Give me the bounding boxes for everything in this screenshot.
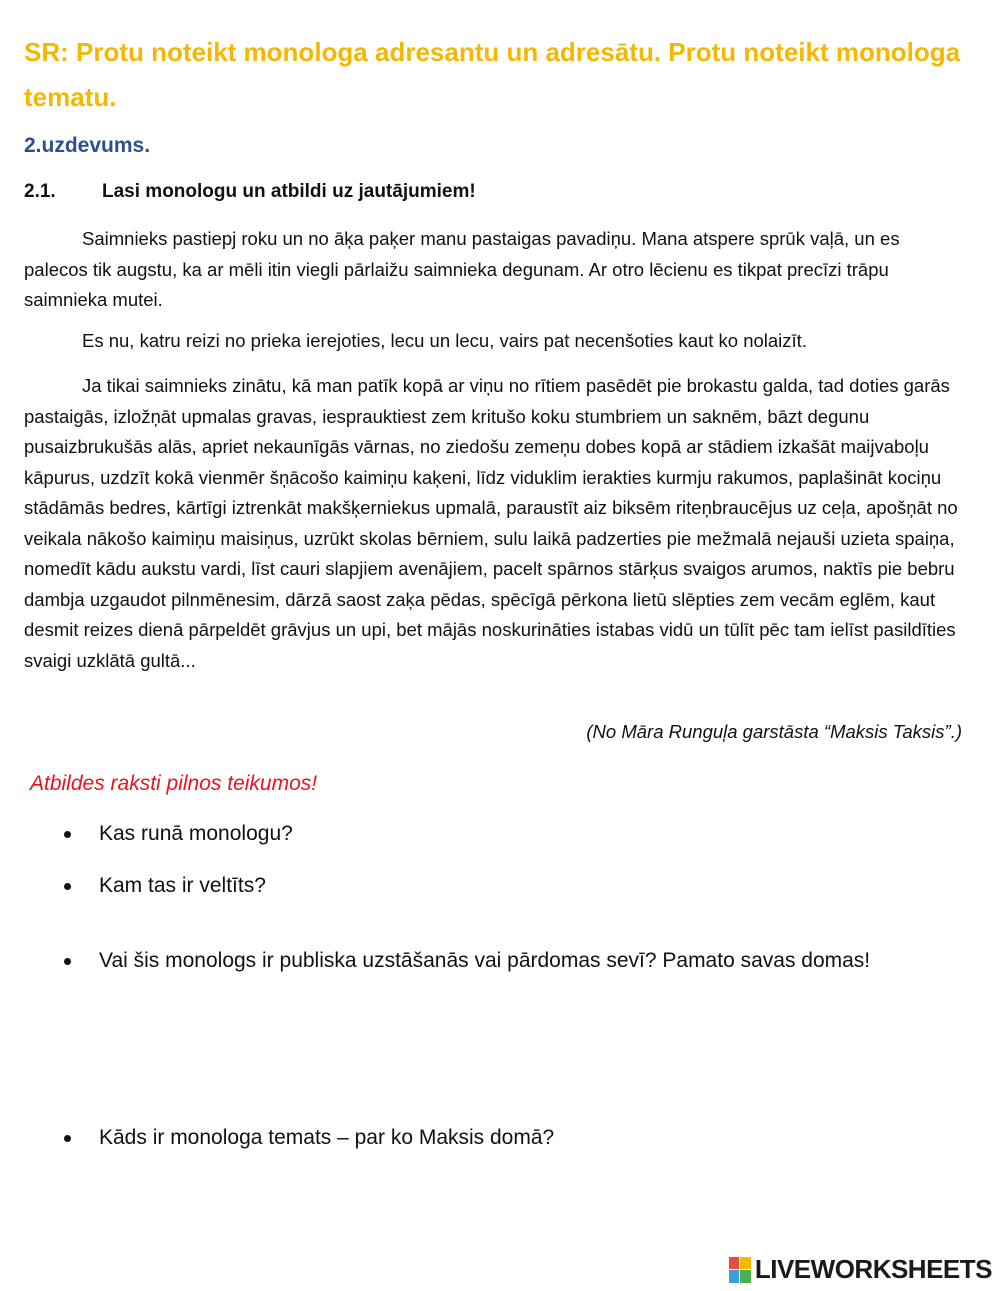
bullet-icon [64, 1135, 71, 1142]
passage-source: (No Māra Runguļa garstāsta “Maksis Taksis”.) [586, 721, 962, 742]
question-item [64, 1126, 554, 1150]
logo-cube-cell [740, 1257, 751, 1270]
task-label: 2.uzdevums. [24, 134, 151, 157]
passage-paragraph-1: Saimnieks pastiepj roku un no āķa paķer manu pastaigas pavadiņu. Mana atspere sprūk vaļā, un es palecos tik augstu, ka ar mēli itin viegli pārlaižu saimnieka degunam. Ar otro lēcienu es tikpat precīzi trāpu saimnieka mutei. [24, 228, 900, 310]
question-item [64, 949, 870, 973]
logo-cube-cell [729, 1270, 740, 1283]
bullet-icon [64, 958, 71, 965]
question-text: Kas runā monologu? [99, 822, 293, 845]
subtask-text: Lasi monologu un atbildi uz jautājumiem! [102, 181, 476, 202]
logo-text: LIVEWORKSHEETS [754, 1254, 992, 1284]
logo-cube-icon [729, 1257, 751, 1283]
answer-instruction: Atbildes raksti pilnos teikumos! [30, 772, 318, 795]
subtask-number: 2.1. [24, 181, 56, 202]
page-title: SR: Protu noteikt monologa adresantu un adresātu. Protu noteikt monologa tematu. [24, 37, 961, 112]
question-text: Kam tas ir veltīts? [99, 874, 266, 897]
question-item [64, 822, 293, 846]
question-text: Vai šis monologs ir publiska uzstāšanās vai pārdomas sevī? Pamato savas domas! [99, 949, 871, 972]
bullet-icon [64, 831, 71, 838]
bullet-icon [64, 883, 71, 890]
passage-paragraph-3: Ja tikai saimnieks zinātu, kā man patīk kopā ar viņu no rītiem pasēdēt pie brokastu galda, tad doties garās pastaigās, izložņāt upmalas gravas, iesprauktiest zem kritušo koku stumbriem un saknēm, bāzt degunu pusaizbrukušās alās, apriet nekaunīgās vārnas, no ziedošu zemeņu dobes kopā ar stādiem izkašāt maijvaboļu kāpurus, uzdzīt kokā vienmēr šņācošo kaimiņu kaķeni, līdz viduklim ierakties kurmju rakumos, paplašināt kociņu stādāmās bedres, kārtīgi iztrenkāt makšķerniekus upmalā, paraustīt aiz biksēm riteņbraucējus uz ceļa, apošņāt no veikala nākošo kaimiņu maisiņus, uzrūkt skolas bērniem, sulu laikā padzerties pie mežmalā nejauši uzieta spaiņa, nomedīt kādu aukstu vardi, līst cauri slapjiem avenājiem, pacelt spārnos stārķus svaigos arumos, naktīs pie bebru dambja uzgaudot pilnmēnesim, dārzā saost zaķa pēdas, spēcīgā pērkona lietū slēpties zem vecām eglēm, kaut desmit reizes dienā pārpeldēt grāvjus un upi, bet mājās noskurināties istabas vidū un tūlīt pēc tam ielīst pasildīties svaigi uzklātā gultā... [24, 375, 958, 671]
logo-cube-cell [729, 1257, 740, 1270]
logo-cube-cell [740, 1270, 751, 1283]
question-text: Kāds ir monologa temats – par ko Maksis domā? [99, 1126, 555, 1149]
passage-paragraph-2: Es nu, katru reizi no prieka ierejoties, lecu un lecu, vairs pat necenšoties kaut ko nolaizīt. [82, 330, 807, 351]
question-item [64, 874, 266, 898]
liveworksheets-logo[interactable] [729, 1254, 992, 1285]
